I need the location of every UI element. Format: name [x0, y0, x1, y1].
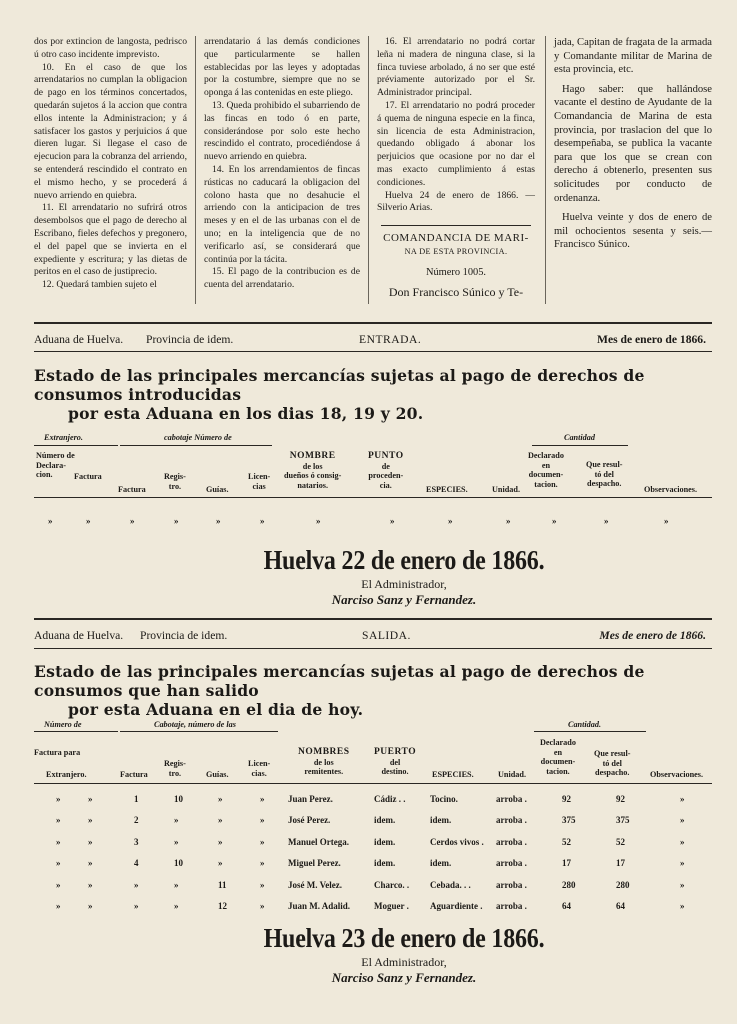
comandancia-title-line2: NA DE ESTA PROVINCIA.	[404, 246, 508, 256]
table-cell: »	[260, 516, 265, 526]
header-text: tro.	[168, 768, 182, 778]
table-cell-guias: »	[218, 815, 223, 826]
table-cell: »	[48, 516, 53, 526]
provincia-label: Provincia de idem.	[140, 629, 228, 642]
paragraph: 11. El arrendatario no sufrirá otros desembolsos que el pago de derecho al Escribano, fieles defechos y pregonero, el del papel que se invierta en el expediente y escritura; y las dietas de peritos en el caso de justiprecio.	[34, 202, 187, 278]
table-cell-factura: »	[134, 901, 139, 911]
header-text: PUERTO	[374, 747, 417, 757]
entrada-administrador: El Administrador,	[361, 577, 447, 591]
header-text: de los	[313, 757, 334, 767]
table-cell-declarado: 17	[562, 858, 571, 869]
table-cell-nombre: José M. Velez.	[288, 879, 342, 890]
table-cell-unidad: arroba .	[496, 815, 527, 826]
header-licencias	[248, 759, 270, 778]
header-cantidad: Cantidad	[564, 433, 595, 442]
header-text: Que resul-	[586, 460, 623, 469]
header-text: Que resul-	[594, 749, 631, 758]
table-cell-factura: 3	[134, 836, 139, 847]
table-cell-unidad: arroba .	[496, 836, 527, 847]
header-text: destino.	[381, 767, 409, 776]
header-text: NOMBRES	[298, 747, 350, 757]
header-numero-declaracion	[36, 451, 75, 480]
entrada-header-line	[34, 333, 712, 349]
table-cell-licencias: »	[260, 794, 265, 804]
header-text: Declarado	[528, 451, 564, 460]
table-header-rule	[34, 783, 712, 784]
text-columns	[34, 36, 712, 306]
header-guias: Guías.	[206, 485, 229, 494]
entrada-firma: Narciso Sanz y Fernandez.	[331, 592, 477, 607]
header-text: Declara-	[36, 460, 67, 470]
header-text: Número de	[36, 451, 75, 460]
aduana-label: Aduana de Huelva.	[34, 333, 124, 346]
salida-administrador: El Administrador,	[361, 955, 447, 969]
mes-label: Mes de enero de 1866.	[599, 629, 706, 642]
table-cell-especie: Cerdos vivos .	[430, 836, 484, 847]
table-cell-declarado: 52	[562, 836, 571, 847]
column-divider	[368, 36, 369, 304]
table-cell-unidad: arroba .	[496, 794, 527, 804]
header-licencias	[248, 472, 270, 491]
table-cell: »	[506, 516, 511, 526]
header-rule	[532, 445, 628, 446]
table-cell-unidad: arroba .	[496, 879, 527, 890]
table-cell-registro: »	[174, 836, 179, 847]
table-cell-nombre: Juan Perez.	[288, 794, 333, 804]
salida-title-line1: Estado de las principales mercancías sujetas al pago de derechos de consumos que han salido	[34, 662, 645, 700]
header-cantidad: Cantidad.	[568, 720, 601, 729]
header-rule	[34, 731, 118, 732]
header-text: cias	[252, 481, 266, 491]
header-text: NOMBRE	[289, 451, 336, 461]
provincia-label: Provincia de idem.	[146, 333, 234, 346]
paragraph: 13. Queda prohibido el subarriendo de las fincas en todo ó en parte, considerándose por solo este hecho rescindido el contrato, procediéndose á nuevo arriendo en quiebra.	[204, 99, 360, 163]
column-1	[34, 36, 187, 292]
header-especies: ESPECIES.	[426, 485, 468, 494]
column-3	[377, 36, 535, 298]
table-cell-licencias: »	[260, 815, 265, 826]
header-text: Declarado	[540, 738, 576, 747]
entrada-title-line1: Estado de las principales mercancías sujetas al pago de derechos de consumos introducidas	[34, 366, 645, 404]
table-cell-obs: »	[680, 901, 685, 911]
table-cell-f2: »	[88, 794, 93, 804]
table-cell-especie: idem.	[430, 858, 452, 869]
header-numero-de: Número de	[44, 720, 82, 729]
salida-table	[34, 716, 712, 926]
header-registro	[164, 759, 186, 778]
header-text: proceden-	[368, 471, 404, 480]
entrada-table	[34, 430, 712, 530]
header-text: cias.	[251, 768, 267, 778]
header-rule	[534, 731, 646, 732]
salida-label: SALIDA.	[362, 629, 411, 642]
paragraph: 16. El arrendatario no podrá cortar leña ni madera de ninguna clase, si la finca tuviese arbolado, á no ser que esté préviamente autorizado por el Sr. Administrador principal.	[377, 36, 535, 99]
table-cell-puerto: idem.	[374, 836, 396, 847]
table-cell-puerto: Moguer .	[374, 901, 409, 911]
header-text: del	[389, 757, 401, 767]
salida-title	[34, 662, 712, 719]
header-text: tó del	[594, 469, 614, 479]
table-cell-unidad: arroba .	[496, 901, 527, 911]
header-text: en	[541, 460, 551, 470]
salida-firma: Narciso Sanz y Fernandez.	[331, 970, 477, 985]
section-divider	[34, 618, 712, 620]
header-resulto	[586, 460, 622, 489]
salida-title-line2: por esta Aduana en el dia de hoy.	[68, 700, 364, 719]
table-cell-declarado: 375	[562, 815, 576, 826]
header-text: despacho.	[595, 768, 630, 777]
table-cell-licencias: »	[260, 836, 265, 847]
table-cell-nombre: José Perez.	[288, 815, 331, 826]
paragraph: jada, Capitan de fragata de la armada y Comandante militar de Marina de esta provincia, etc.	[554, 37, 712, 76]
table-cell-licencias: »	[260, 858, 265, 869]
header-rule	[34, 351, 712, 352]
table-cell-resulto: 17	[616, 858, 625, 869]
paragraph: arrendatario á las demás condiciones que particularmente se hallen establecidas por las leyes y adoptadas por la costumbre, siempre que no se oponga á las contenidas en este pliego.	[204, 36, 360, 99]
table-cell-f2: »	[88, 836, 93, 847]
aduana-label: Aduana de Huelva.	[34, 629, 124, 642]
header-declarado	[540, 738, 576, 776]
entrada-date: Huelva 22 de enero de 1866.	[263, 545, 545, 576]
header-observaciones: Observaciones.	[644, 485, 697, 494]
salida-signature	[234, 923, 574, 986]
comandancia-heading	[377, 232, 535, 259]
table-cell-licencias: »	[260, 879, 265, 890]
table-cell-guias: »	[218, 858, 223, 869]
column-divider	[545, 36, 546, 304]
entrada-signature	[234, 545, 574, 608]
table-cell: »	[316, 516, 321, 526]
table-cell-unidad: arroba .	[496, 858, 527, 869]
column-4	[554, 36, 712, 252]
header-text: tacion.	[546, 766, 570, 776]
table-cell: »	[130, 516, 135, 526]
header-guias: Guías.	[206, 770, 229, 779]
header-resulto	[594, 749, 630, 778]
table-cell-guias: 11	[218, 879, 227, 890]
header-unidad: Unidad.	[498, 770, 526, 779]
table-cell-puerto: Charco. .	[374, 879, 410, 890]
table-cell-declarado: 280	[562, 879, 576, 890]
header-text: natarios.	[297, 480, 329, 490]
table-cell-resulto: 280	[616, 879, 630, 890]
table-cell-puerto: Cádiz . .	[374, 794, 406, 804]
comandancia-title-line1: COMANDANCIA DE MARI-	[383, 232, 529, 245]
paragraph: 10. En el caso de que los arrendatarios no cumplan la obligacion de pago en los términos concertados, quedarán sujetos á la accion que contra ellos intente la Administracion; y á satisfacer los gastos y perjuicios á que dieren lugar. Si llegase el caso de ejecucion para la cobranza del arriendo, se entenderá rescindido el contrato en el mismo hecho, y se procederá á nuevo arriendo en quiebra.	[34, 61, 187, 201]
table-cell-registro: 10	[174, 794, 183, 804]
header-registro	[164, 472, 186, 491]
table-cell-resulto: 92	[616, 794, 625, 804]
header-extranjero: Extranjero.	[44, 433, 83, 442]
entrada-label: ENTRADA.	[359, 333, 422, 346]
table-cell-puerto: idem.	[374, 858, 396, 869]
header-declarado	[528, 451, 564, 489]
table-cell-guias: 12	[218, 901, 227, 911]
table-cell-especie: Aguardiente .	[430, 901, 483, 911]
table-cell-f2: »	[88, 815, 93, 826]
header-text: de	[381, 461, 390, 471]
table-cell-f2: »	[88, 901, 93, 911]
header-text: dueños ó consig-	[284, 471, 342, 480]
table-cell-especie: Tocino.	[430, 794, 458, 804]
table-cell-f1: »	[56, 815, 61, 826]
header-text: Regis-	[164, 472, 186, 481]
table-cell-nombre: Manuel Ortega.	[288, 836, 349, 847]
header-text: Regis-	[164, 759, 186, 768]
table-cell-puerto: idem.	[374, 815, 396, 826]
header-text: tacion.	[534, 479, 558, 489]
table-cell-factura: 4	[134, 858, 139, 869]
header-cabotaje: cabotaje Número de	[164, 433, 232, 442]
header-text: tro.	[168, 481, 182, 491]
table-cell-resulto: 375	[616, 815, 630, 826]
header-rule	[34, 445, 118, 446]
table-cell-f1: »	[56, 836, 61, 847]
table-cell: »	[86, 516, 91, 526]
table-cell-obs: »	[680, 879, 685, 890]
table-cell: »	[216, 516, 221, 526]
column-divider	[195, 36, 196, 304]
header-text: remitentes.	[304, 767, 344, 776]
comandancia-don: Don Francisco Súnico y Te-	[388, 284, 524, 299]
table-cell-nombre: Miguel Perez.	[288, 858, 341, 869]
header-text: documen-	[540, 757, 576, 766]
table-cell-registro: »	[174, 879, 179, 890]
table-cell: »	[390, 516, 395, 526]
paragraph: Hago saber: que hallándose vacante el destino de Ayudante de la Comandancia de Marina de esta provincia, por traslacion del que lo desempeñaba, se publica la vacante para que los que se crean con derecho á obtenerlo, presenten sus solicitudes por conducto de ordenanza.	[554, 83, 712, 204]
paragraph: 14. En los arrendamientos de fincas rústicas no caducará la obligacion del colono hasta que no desahucie el arriendo con la anticipacion de tres meses y en el de las urbanas con el de uno; en la inteligencia que de no verificarlo así, se considerará que continúa por la tácita.	[204, 163, 360, 265]
paragraph: 17. El arrendatario no podrá proceder á quema de ninguna especie en la finca, sin licencia de esta Administracion, quedando obligado á abonar los perjuicios que ocasione por no dar el mas exacto cumplimiento á estas condiciones.	[377, 99, 535, 188]
header-text: documen-	[528, 470, 564, 479]
paragraph: Huelva 24 de enero de 1866. —Silverio Arias.	[377, 189, 535, 214]
header-text: PUNTO	[368, 451, 404, 461]
table-cell-factura: 2	[134, 815, 139, 826]
column-2	[204, 36, 360, 292]
header-text: cion.	[36, 470, 53, 479]
header-text: cia.	[379, 480, 392, 490]
table-cell-registro: »	[174, 815, 179, 826]
table-cell-resulto: 52	[616, 836, 625, 847]
header-puerto	[374, 747, 416, 777]
entrada-title-line2: por esta Aduana en los dias 18, 19 y 20.	[68, 404, 424, 423]
table-cell-f1: »	[56, 794, 61, 804]
table-cell-especie: Cebada. . .	[430, 879, 471, 890]
comandancia-number: Número 1005.	[425, 266, 487, 278]
table-cell: »	[174, 516, 179, 526]
table-cell-f1: »	[56, 858, 61, 869]
header-factura: Factura	[120, 770, 148, 779]
mes-label: Mes de enero de 1866.	[597, 333, 706, 346]
table-cell-especie: idem.	[430, 815, 452, 826]
table-cell-f1: »	[56, 879, 61, 890]
header-text: despacho.	[587, 479, 622, 488]
table-cell-obs: »	[680, 794, 685, 804]
table-cell-f1: »	[56, 901, 61, 911]
entrada-title	[34, 366, 712, 423]
table-cell: »	[448, 516, 453, 526]
table-cell-declarado: 92	[562, 794, 571, 804]
header-factura: Factura	[74, 472, 102, 481]
table-cell-f2: »	[88, 858, 93, 869]
table-cell-factura: »	[134, 879, 139, 890]
table-cell-registro: »	[174, 901, 179, 911]
header-extranjero: Extranjero.	[46, 770, 87, 779]
header-factura-2: Factura	[118, 485, 146, 494]
header-text: tó del	[602, 758, 622, 768]
table-cell-guias: »	[218, 794, 223, 804]
header-cabotaje: Cabotaje, número de las	[154, 720, 236, 729]
table-cell-obs: »	[680, 858, 685, 869]
table-cell-registro: 10	[174, 858, 183, 869]
table-cell-resulto: 64	[616, 901, 625, 911]
table-cell-f2: »	[88, 879, 93, 890]
table-cell-obs: »	[680, 836, 685, 847]
salida-date: Huelva 23 de enero de 1866.	[263, 923, 545, 954]
header-rule	[34, 648, 712, 649]
salida-header-line	[34, 629, 712, 645]
header-unidad: Unidad.	[492, 485, 520, 494]
header-punto	[368, 451, 404, 490]
header-text: Licen-	[248, 759, 271, 768]
table-cell-nombre: Juan M. Adalid.	[288, 901, 351, 911]
header-factura-para: Factura para	[34, 748, 81, 757]
header-text: en	[553, 747, 563, 757]
header-text: de los	[302, 461, 323, 471]
table-cell: »	[664, 516, 669, 526]
paragraph: Huelva veinte y dos de enero de mil ochocientos sesenta y seis.—Francisco Súnico.	[554, 212, 712, 251]
header-especies: ESPECIES.	[432, 770, 474, 779]
header-text: Licen-	[248, 472, 271, 481]
table-cell: »	[552, 516, 557, 526]
table-cell: »	[604, 516, 609, 526]
table-cell-factura: 1	[134, 794, 139, 804]
header-rule	[120, 731, 278, 732]
paragraph: 12. Quedará tambien sujeto el	[42, 279, 157, 291]
header-nombres	[298, 747, 350, 777]
paragraph: 15. El pago de la contribucion es de cuenta del arrendatario.	[204, 266, 360, 291]
table-cell-guias: »	[218, 836, 223, 847]
header-nombre	[284, 451, 341, 490]
paragraph: dos por extincion de langosta, pedrisco ú otro caso incidente imprevisto.	[34, 36, 187, 60]
header-rule	[120, 445, 272, 446]
table-cell-obs: »	[680, 815, 685, 826]
table-cell-licencias: »	[260, 901, 265, 911]
table-cell-declarado: 64	[562, 901, 571, 911]
section-divider	[34, 322, 712, 324]
table-header-rule	[34, 497, 712, 498]
header-observaciones: Observaciones.	[650, 770, 703, 779]
